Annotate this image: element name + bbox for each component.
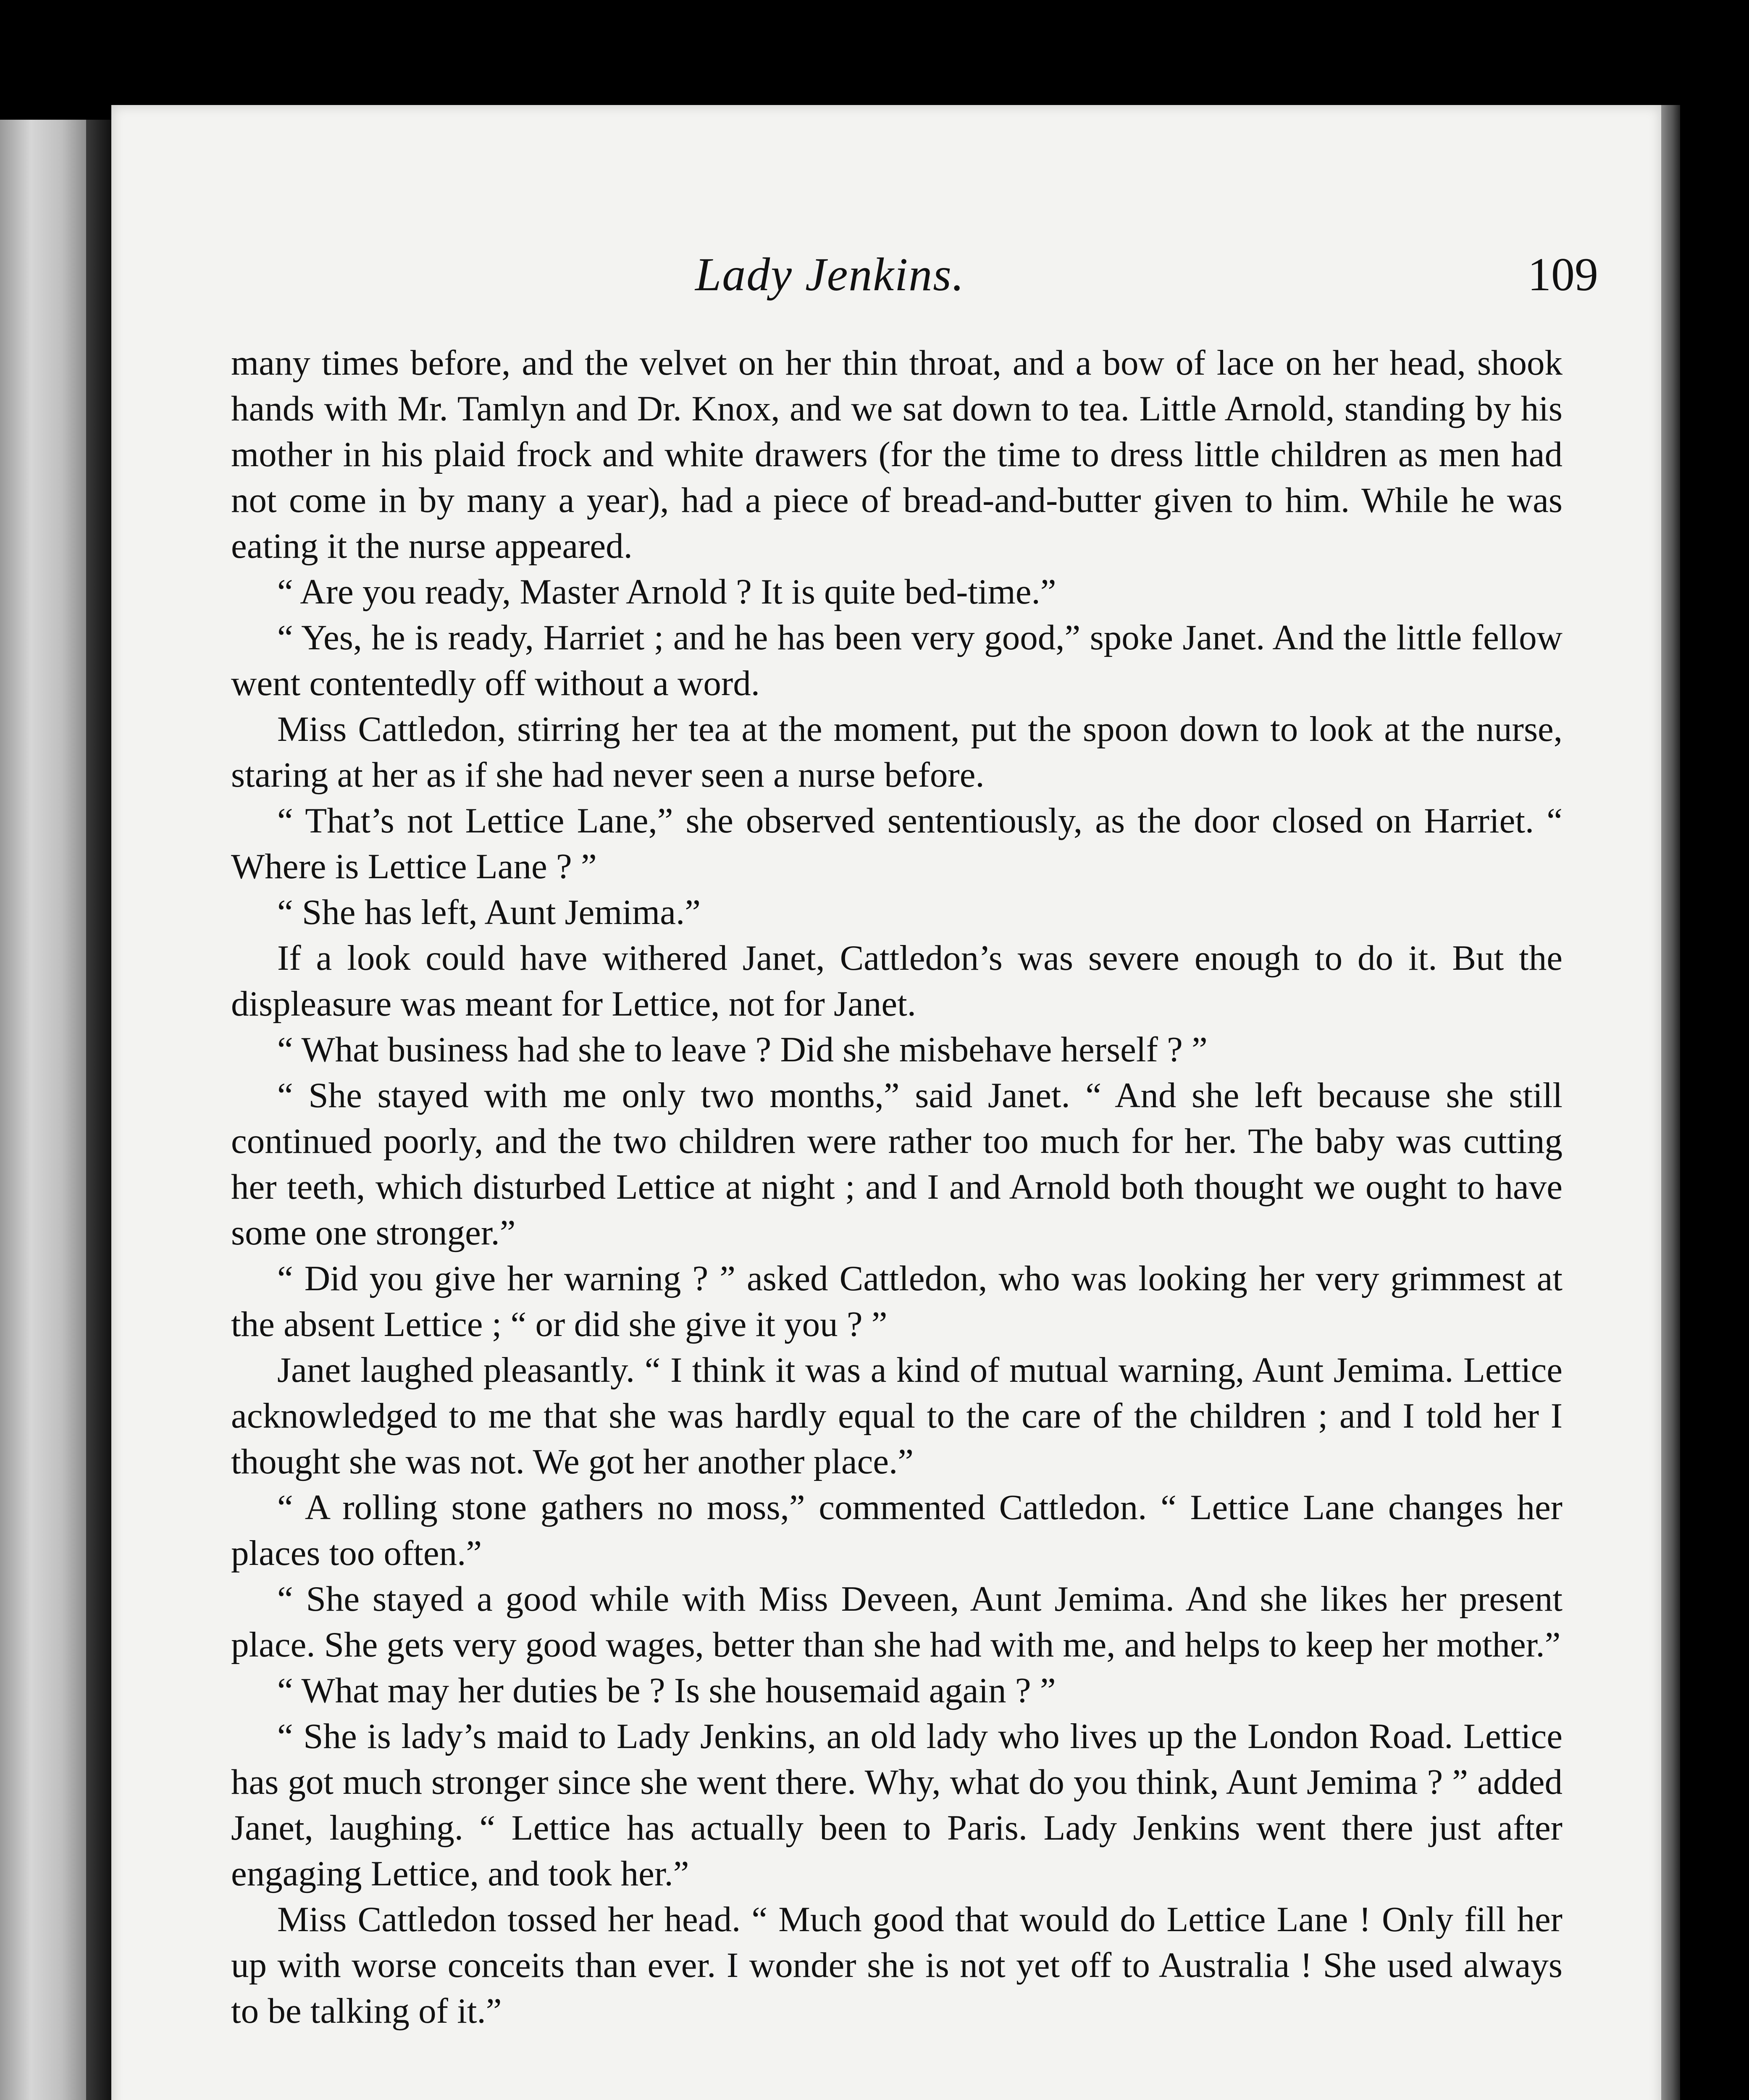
paragraph: “ That’s not Lettice Lane,” she observed sententiously, as the door closed on Harriet. “ Where is Lettice Lane ? ” [231,801,1563,886]
gutter-shadow [86,120,111,2100]
paragraph: “ What business had she to leave ? Did she misbehave herself ? ” [277,1030,1208,1069]
paragraph: many times before, and the velvet on her thin throat, and a bow of lace on her head, shook hands with Mr. Tamlyn and Dr. Knox, and we sat down to tea. Little Arnold, standing by his mother in his plaid frock and white drawers (for the time to dress little children as men had not come in by many a year), had a piece of bread-and-butter given to him. While he was eating it the nurse appeared. [231,343,1563,566]
paragraph: Janet laughed pleasantly. “ I think it was a kind of mutual warning, Aunt Jemima. Lettice acknowledged to me that she was hardly equal to the care of the children ; and I told her I thought she was not. We got her another place.” [231,1350,1563,1481]
paragraph: “ She stayed a good while with Miss Deveen, Aunt Jemima. And she likes her present place. She gets very good wages, better than she had with me, and helps to keep her mother.” [231,1579,1563,1664]
paragraph: Miss Cattledon tossed her head. “ Much good that would do Lettice Lane ! Only fill her up with worse conceits than ever. I wonder she is not yet off to Australia ! She used always to be talking of it.” [231,1900,1563,2031]
book-page [111,105,1661,2100]
paragraph: “ Are you ready, Master Arnold ? It is quite bed-time.” [277,572,1056,612]
running-title: Lady Jenkins. [695,249,965,301]
paragraph: Miss Cattledon, stirring her tea at the moment, put the spoon down to look at the nurse, staring at her as if she had never seen a nurse before. [231,709,1563,795]
body-text [231,340,1563,2034]
paragraph: “ She is lady’s maid to Lady Jenkins, an old lady who lives up the London Road. Lettice has got much stronger since she went there. Why, what do you think, Aunt Jemima ? ” added Janet, laughing. “ Lettice has actually been to Paris. Lady Jenkins went there just after engaging Lettice, and took her.” [231,1717,1563,1893]
running-header [111,248,1661,311]
page-right-edge [1661,105,1680,2100]
paragraph: “ She stayed with me only two months,” said Janet. “ And she left because she still continued poorly, and the two children were rather too much for her. The baby was cutting her teeth, which disturbed Lettice at night ; and I and Arnold both thought we ought to have some one stronger.” [231,1076,1563,1252]
paragraph: If a look could have withered Janet, Cattledon’s was severe enough to do it. But the displeasure was meant for Lettice, not for Janet. [231,938,1563,1024]
paragraph: “ Yes, he is ready, Harriet ; and he has been very good,” spoke Janet. And the little fellow went contentedly off without a word. [231,618,1563,703]
paragraph: “ A rolling stone gathers no moss,” commented Cattledon. “ Lettice Lane changes her places too often.” [231,1488,1563,1573]
paragraph: “ Did you give her warning ? ” asked Cattledon, who was looking her very grimmest at the absent Lettice ; “ or did she give it you ? ” [231,1259,1563,1344]
previous-page-edge [0,120,88,2100]
page-number: 109 [1528,249,1598,301]
paragraph: “ She has left, Aunt Jemima.” [277,892,701,932]
paragraph: “ What may her duties be ? Is she housemaid again ? ” [277,1671,1056,1710]
